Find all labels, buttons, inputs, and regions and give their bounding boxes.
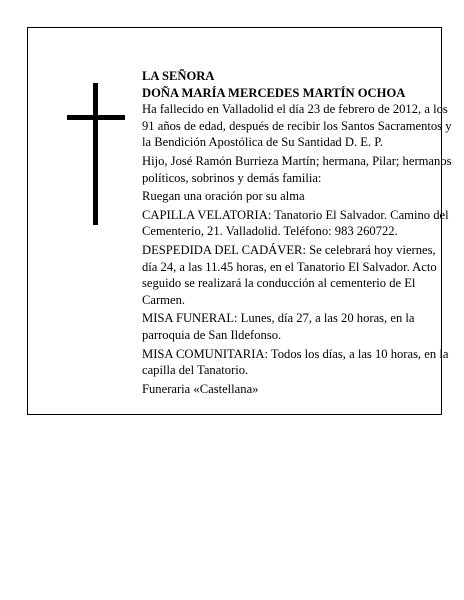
community-mass: MISA COMUNITARIA: Todos los días, a las 10 horas, en la capilla del Tanatorio. — [142, 346, 449, 378]
wake-chapel: CAPILLA VELATORIA: Tanatorio El Salvador. Camino del Cementerio, 21. Valladolid. Teléfono: 983 260722. — [142, 207, 449, 239]
cross-icon — [67, 83, 125, 225]
family-list: Hijo, José Ramón Burrieza Martín; hermana, Pilar; hermanos políticos, sobrinos y demás familia: — [142, 153, 452, 185]
prayer-request: Ruegan una oración por su alma — [142, 189, 305, 204]
obituary-notice — [27, 27, 452, 415]
farewell-info: DESPEDIDA DEL CADÁVER: Se celebrará hoy viernes, día 24, a las 11.45 horas, en el Tanatorio El Salvador. Acto seguido se realizará la conducción al cementerio de El Carmen. — [142, 242, 437, 307]
notice-text — [142, 68, 454, 399]
deceased-name: DOÑA MARÍA MERCEDES MARTÍN OCHOA — [142, 85, 406, 100]
funeral-home: Funeraria «Castellana» — [142, 381, 259, 396]
funeral-mass: MISA FUNERAL: Lunes, día 27, a las 20 horas, en la parroquia de San Ildefonso. — [142, 311, 415, 342]
death-announcement: Ha fallecido en Valladolid el día 23 de febrero de 2012, a los 91 años de edad, después de recibir los Santos Sacramentos y la Bendición Apostólica de Su Santidad D. E. P. — [142, 102, 452, 150]
notice-title: LA SEÑORA — [142, 69, 215, 83]
